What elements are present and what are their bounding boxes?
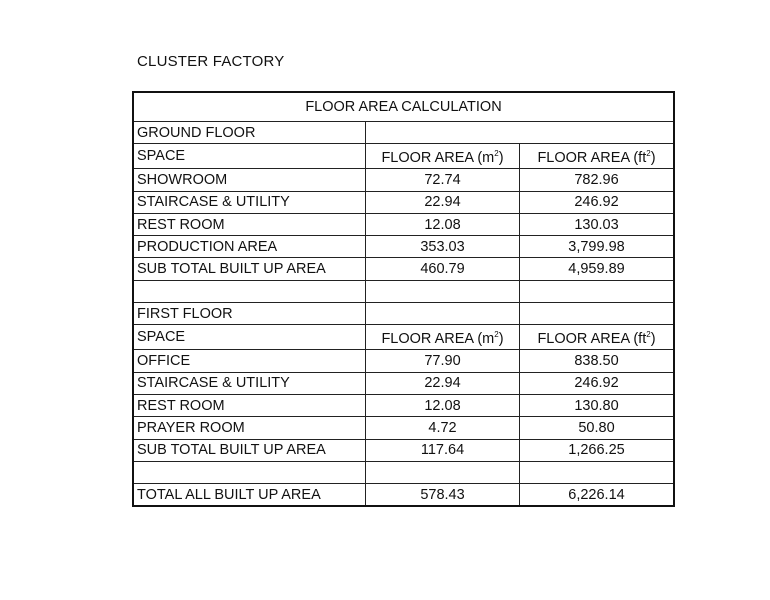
table-row — [133, 372, 674, 394]
area-m2: 77.90 — [366, 350, 520, 372]
space-name: REST ROOM — [133, 394, 366, 416]
column-header-row — [133, 325, 674, 350]
subtotal-m2: 117.64 — [366, 439, 520, 461]
subtotal-label: SUB TOTAL BUILT UP AREA — [133, 258, 366, 280]
empty-cell — [366, 303, 520, 325]
empty-cell — [520, 303, 675, 325]
table-row — [133, 417, 674, 439]
area-ft2: 246.92 — [520, 191, 675, 213]
table-caption-row — [133, 92, 674, 122]
area-ft2: 50.80 — [520, 417, 675, 439]
table-row — [133, 236, 674, 258]
subtotal-ft2: 1,266.25 — [520, 439, 675, 461]
area-m2: 22.94 — [366, 191, 520, 213]
empty-cell — [133, 280, 366, 302]
area-ft2: 3,799.98 — [520, 236, 675, 258]
space-name: PRODUCTION AREA — [133, 236, 366, 258]
subtotal-row — [133, 258, 674, 280]
area-m2: 353.03 — [366, 236, 520, 258]
total-ft2: 6,226.14 — [520, 484, 675, 507]
area-m2: 4.72 — [366, 417, 520, 439]
area-ft2: 130.80 — [520, 394, 675, 416]
empty-cell — [520, 280, 675, 302]
total-m2: 578.43 — [366, 484, 520, 507]
section-heading-row — [133, 303, 674, 325]
table-row — [133, 350, 674, 372]
space-name: SHOWROOM — [133, 169, 366, 191]
ground-floor-heading: GROUND FLOOR — [133, 122, 366, 144]
table-row — [133, 191, 674, 213]
space-name: OFFICE — [133, 350, 366, 372]
first-floor-heading: FIRST FLOOR — [133, 303, 366, 325]
spacer-row — [133, 280, 674, 302]
area-m2: 12.08 — [366, 394, 520, 416]
section-heading-row — [133, 122, 674, 144]
floor-area-ft2-header: FLOOR AREA $(ft^2)$ — [520, 325, 675, 350]
floor-area-ft2-header: FLOOR AREA $(ft^2)$ — [520, 144, 675, 169]
empty-cell — [133, 461, 366, 483]
table-caption: FLOOR AREA CALCULATION — [133, 92, 674, 122]
space-name: STAIRCASE & UTILITY — [133, 372, 366, 394]
area-ft2: 130.03 — [520, 213, 675, 235]
space-name: PRAYER ROOM — [133, 417, 366, 439]
subtotal-label: SUB TOTAL BUILT UP AREA — [133, 439, 366, 461]
column-header-row — [133, 144, 674, 169]
floor-area-table — [132, 91, 675, 507]
total-row — [133, 484, 674, 507]
spacer-row — [133, 461, 674, 483]
space-header: SPACE — [133, 144, 366, 169]
area-ft2: 838.50 — [520, 350, 675, 372]
subtotal-ft2: 4,959.89 — [520, 258, 675, 280]
total-label: TOTAL ALL BUILT UP AREA — [133, 484, 366, 507]
table-row — [133, 394, 674, 416]
subtotal-row — [133, 439, 674, 461]
empty-cell — [366, 280, 520, 302]
space-name: REST ROOM — [133, 213, 366, 235]
empty-cell — [366, 461, 520, 483]
empty-cell — [520, 461, 675, 483]
table-row — [133, 213, 674, 235]
area-ft2: 246.92 — [520, 372, 675, 394]
area-m2: 22.94 — [366, 372, 520, 394]
floor-area-m2-header: FLOOR AREA $(m^2)$ — [366, 144, 520, 169]
document-title: CLUSTER FACTORY — [137, 53, 285, 70]
area-m2: 12.08 — [366, 213, 520, 235]
space-name: STAIRCASE & UTILITY — [133, 191, 366, 213]
area-ft2: 782.96 — [520, 169, 675, 191]
space-header: SPACE — [133, 325, 366, 350]
floor-area-m2-header: FLOOR AREA $(m^2)$ — [366, 325, 520, 350]
empty-cell — [366, 122, 675, 144]
table-row — [133, 169, 674, 191]
area-m2: 72.74 — [366, 169, 520, 191]
subtotal-m2: 460.79 — [366, 258, 520, 280]
